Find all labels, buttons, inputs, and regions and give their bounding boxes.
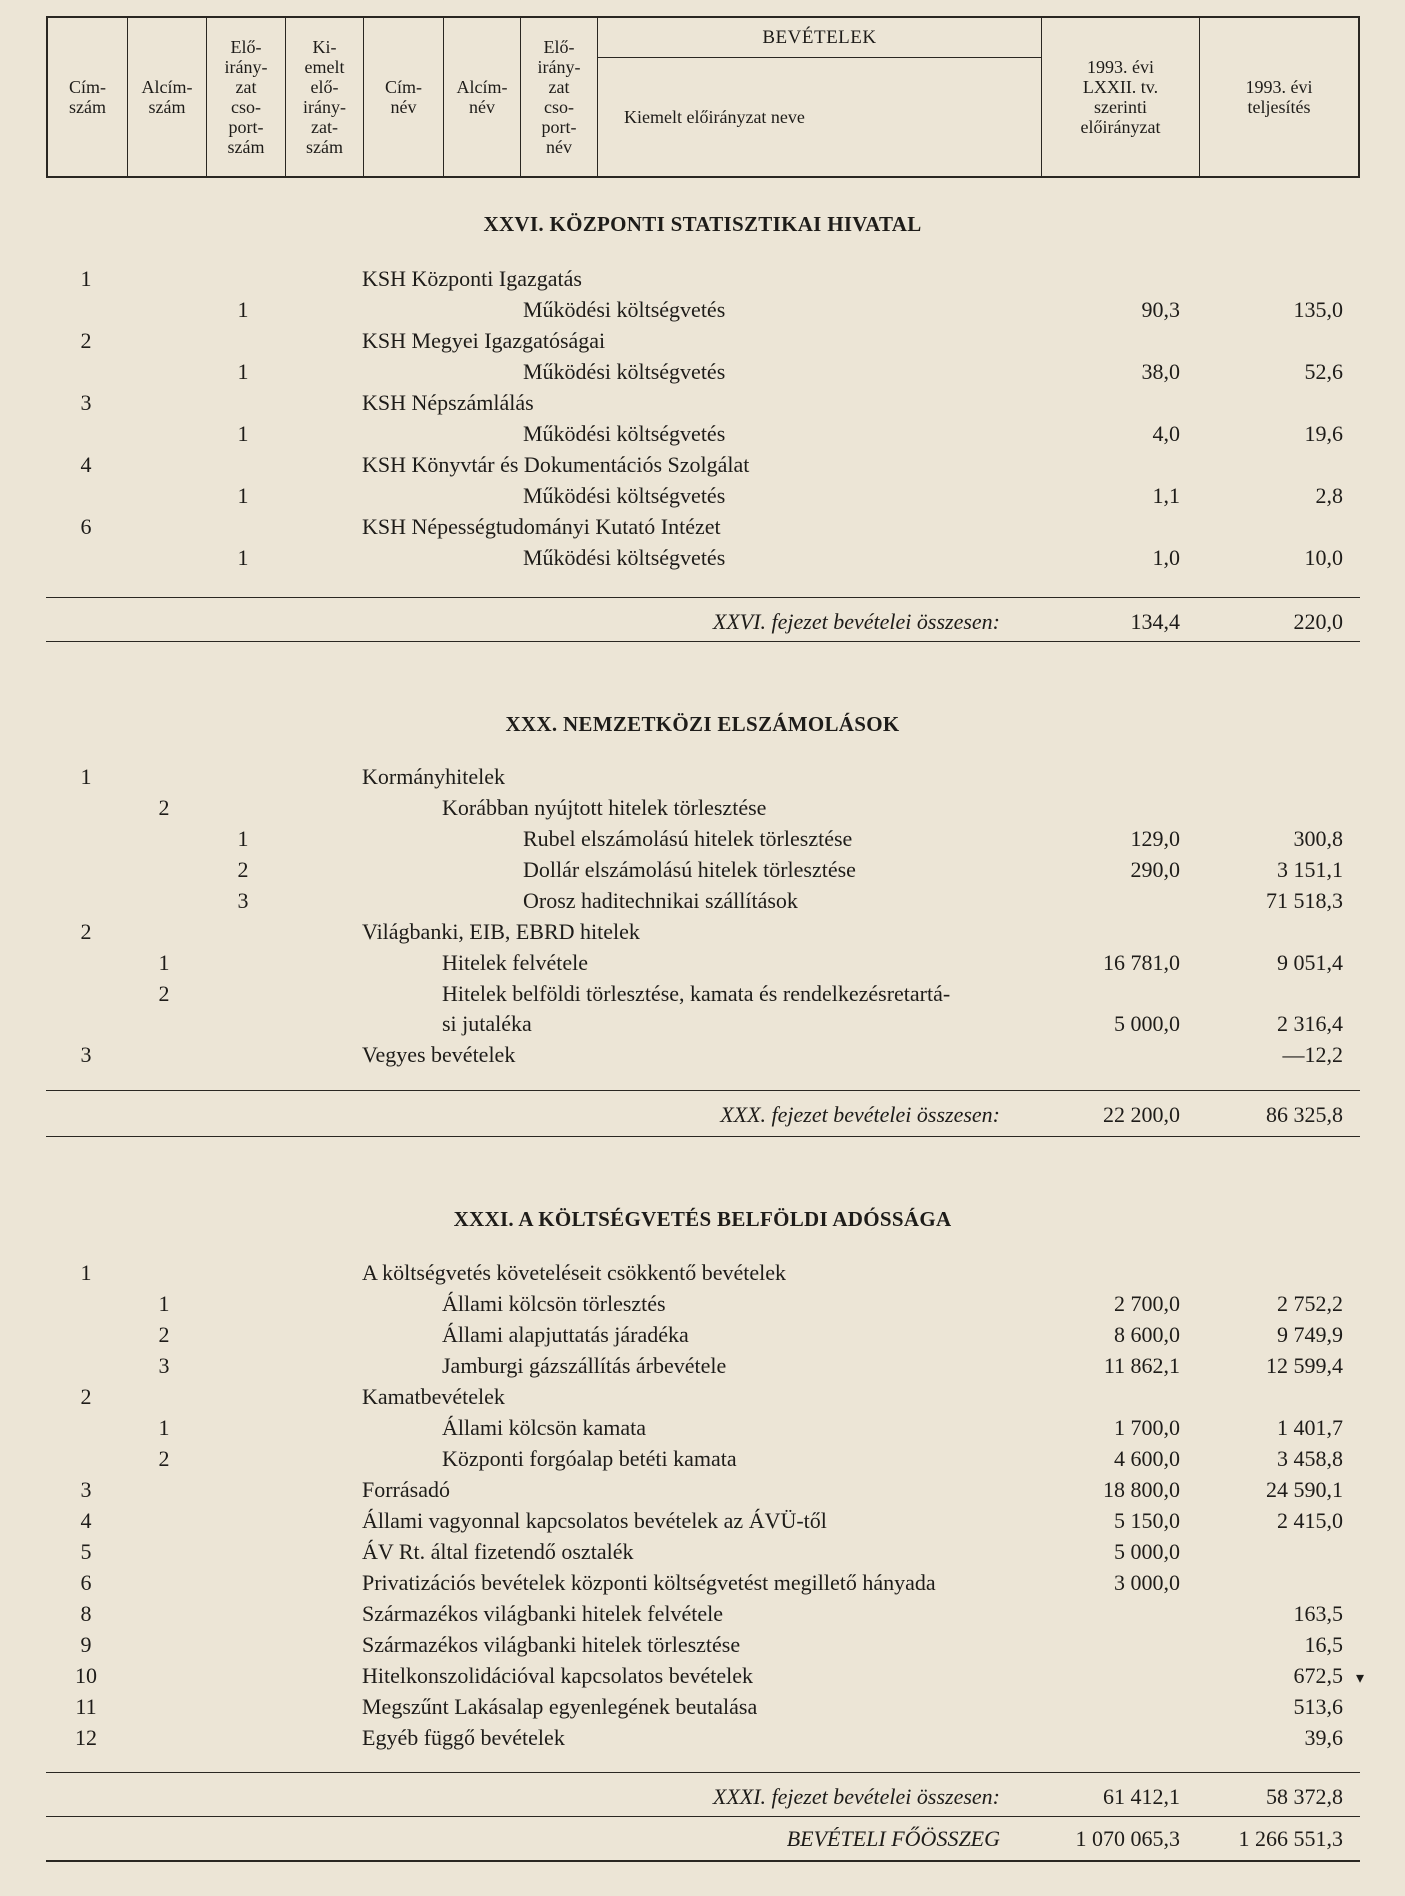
row-name: Állami vagyonnal kapcsolatos bevételek az ÁVÜ-től — [362, 1508, 827, 1533]
row-name: KSH Megyei Igazgatóságai — [362, 328, 606, 353]
table-header — [46, 16, 1360, 178]
table-row — [0, 1723, 1405, 1753]
value-eloiranyzat: 8 600,0 — [1114, 1322, 1180, 1347]
alcim-number: 2 — [158, 981, 170, 1006]
value-teljesites: 9 051,4 — [1277, 950, 1343, 975]
table-row — [0, 1661, 1405, 1691]
table-row — [0, 1692, 1405, 1722]
alcim-number: 3 — [158, 1353, 170, 1378]
table-row — [0, 886, 1405, 916]
value-teljesites: 9 749,9 — [1277, 1322, 1343, 1347]
row-name: KSH Népszámlálás — [362, 390, 534, 415]
table-row — [0, 388, 1405, 418]
row-name: KSH Központi Igazgatás — [362, 266, 582, 291]
row-name: Egyéb függő bevételek — [362, 1725, 565, 1750]
row-name: Hitelek felvétele — [442, 950, 588, 975]
table-row — [0, 481, 1405, 511]
row-name: KSH Népességtudományi Kutató Intézet — [362, 514, 721, 539]
table-row — [0, 1351, 1405, 1381]
total-teljesites: 220,0 — [1293, 609, 1343, 634]
section-total-row — [0, 1100, 1405, 1130]
value-teljesites: 163,5 — [1293, 1601, 1343, 1626]
value-teljesites: 300,8 — [1293, 826, 1343, 851]
value-eloiranyzat: 16 781,0 — [1103, 950, 1180, 975]
value-eloiranyzat: 1 700,0 — [1114, 1415, 1180, 1440]
total-teljesites: 58 372,8 — [1266, 1784, 1343, 1809]
table-row — [0, 1537, 1405, 1567]
row-name: Korábban nyújtott hitelek törlesztése — [442, 795, 767, 820]
value-teljesites: 672,5 — [1293, 1663, 1343, 1688]
total-label: XXVI. fejezet bevételei összesen: — [712, 609, 1000, 634]
value-eloiranyzat: 18 800,0 — [1103, 1477, 1180, 1502]
grand-total-teljesites: 1 266 551,3 — [1238, 1826, 1343, 1851]
cim-number: 3 — [80, 1042, 92, 1067]
row-name: A költségvetés követeléseit csökkentő bevételek — [362, 1260, 786, 1285]
value-teljesites: 12 599,4 — [1266, 1353, 1343, 1378]
header-eloiranyzat-1993: 1993. évi LXXII. tv. szerinti előirányzat — [1042, 18, 1200, 176]
table-row — [0, 1382, 1405, 1412]
divider — [46, 1860, 1360, 1862]
row-name: Állami kölcsön kamata — [442, 1415, 647, 1440]
cim-number: 1 — [80, 764, 92, 789]
alcim-number: 1 — [158, 1415, 170, 1440]
row-name: ÁV Rt. által fizetendő osztalék — [362, 1539, 634, 1564]
kiemelt-number: 1 — [237, 421, 249, 446]
row-name: Működési költségvetés — [523, 359, 726, 384]
value-eloiranyzat: 11 862,1 — [1103, 1353, 1180, 1378]
table-row — [0, 1475, 1405, 1505]
arrow-mark-icon: ▾ — [1356, 1670, 1365, 1687]
header-bevetelek: BEVÉTELEK — [598, 18, 1042, 58]
divider — [46, 641, 1360, 642]
cim-number: 6 — [80, 1570, 92, 1595]
row-name: Privatizációs bevételek központi költségvetést megillető hányada — [362, 1570, 936, 1595]
value-teljesites: 2 752,2 — [1277, 1291, 1343, 1316]
table-row — [0, 1289, 1405, 1319]
cim-number: 8 — [80, 1601, 92, 1626]
section-title: XXXI. A KÖLTSÉGVETÉS BELFÖLDI ADÓSSÁGA — [453, 1207, 952, 1231]
row-name: Működési költségvetés — [523, 483, 726, 508]
row-name: Állami alapjuttatás járadéka — [442, 1322, 689, 1347]
value-eloiranyzat: 5 000,0 — [1114, 1011, 1180, 1036]
value-teljesites: 2 415,0 — [1277, 1508, 1343, 1533]
row-name: Jamburgi gázszállítás árbevétele — [442, 1353, 727, 1378]
cim-number: 4 — [80, 452, 92, 477]
value-teljesites: 513,6 — [1293, 1694, 1343, 1719]
value-teljesites: 24 590,1 — [1266, 1477, 1343, 1502]
kiemelt-number: 1 — [237, 297, 249, 322]
total-eloiranyzat: 61 412,1 — [1103, 1784, 1180, 1809]
value-eloiranyzat: 3 000,0 — [1114, 1570, 1180, 1595]
kiemelt-number: 3 — [237, 888, 249, 913]
total-eloiranyzat: 22 200,0 — [1103, 1102, 1180, 1127]
row-name: Megszűnt Lakásalap egyenlegének beutalása — [362, 1694, 758, 1719]
value-eloiranyzat: 129,0 — [1130, 826, 1180, 851]
value-eloiranyzat: 5 150,0 — [1114, 1508, 1180, 1533]
section-title: XXVI. KÖZPONTI STATISZTIKAI HIVATAL — [483, 212, 922, 236]
value-eloiranyzat: 4,0 — [1152, 421, 1180, 446]
value-teljesites: 16,5 — [1304, 1632, 1343, 1657]
value-eloiranyzat: 290,0 — [1130, 857, 1180, 882]
cim-number: 12 — [75, 1725, 97, 1750]
cim-number: 1 — [80, 266, 92, 291]
cim-number: 10 — [75, 1663, 97, 1688]
table-row — [0, 824, 1405, 854]
cim-number: 2 — [80, 1384, 92, 1409]
kiemelt-number: 1 — [237, 545, 249, 570]
row-name: Dollár elszámolású hitelek törlesztése — [523, 857, 856, 882]
value-teljesites: 1 401,7 — [1277, 1415, 1343, 1440]
table-row — [0, 450, 1405, 480]
row-name: Állami kölcsön törlesztés — [442, 1291, 666, 1316]
header-alcimnev: Alcím- név — [444, 18, 521, 176]
header-cimszam: Cím- szám — [48, 18, 128, 176]
row-name: Hitelek belföldi törlesztése, kamata és rendelkezésretartá- si jutaléka — [442, 981, 951, 1036]
table-row — [0, 1040, 1405, 1070]
kiemelt-number: 2 — [237, 857, 249, 882]
value-teljesites: 3 151,1 — [1277, 857, 1343, 882]
header-eloiranyzat-csoportnev: Elő- irány- zat cso- port- név — [521, 18, 598, 176]
row-name: KSH Könyvtár és Dokumentációs Szolgálat — [362, 452, 750, 477]
table-row — [0, 1258, 1405, 1288]
divider — [46, 1772, 1360, 1773]
kiemelt-number: 1 — [237, 359, 249, 384]
value-eloiranyzat: 1,0 — [1152, 545, 1180, 570]
section-total-row — [0, 1782, 1405, 1812]
value-eloiranyzat: 4 600,0 — [1114, 1446, 1180, 1471]
alcim-number: 2 — [158, 795, 170, 820]
value-eloiranyzat: 90,3 — [1141, 297, 1180, 322]
value-teljesites: 3 458,8 — [1277, 1446, 1343, 1471]
grand-total-row — [0, 1824, 1405, 1854]
row-name: Világbanki, EIB, EBRD hitelek — [362, 919, 640, 944]
table-row — [0, 1599, 1405, 1629]
alcim-number: 2 — [158, 1446, 170, 1471]
table-row — [0, 793, 1405, 823]
header-kiemelt-eloiranyzat-neve: Kiemelt előirányzat neve — [598, 58, 1042, 176]
header-eloiranyzat-csoportszam: Elő- irány- zat cso- port- szám — [207, 18, 286, 176]
cim-number: 2 — [80, 919, 92, 944]
grand-total-label: BEVÉTELI FŐÖSSZEG — [786, 1826, 1000, 1851]
value-teljesites: 2 316,4 — [1277, 1011, 1343, 1036]
kiemelt-number: 1 — [237, 483, 249, 508]
row-name: Működési költségvetés — [523, 545, 726, 570]
alcim-number: 1 — [158, 950, 170, 975]
total-eloiranyzat: 134,4 — [1130, 609, 1180, 634]
grand-total-eloiranyzat: 1 070 065,3 — [1075, 1826, 1180, 1851]
cim-number: 3 — [80, 390, 92, 415]
table-row — [0, 1568, 1405, 1598]
table-row — [0, 419, 1405, 449]
value-teljesites: 10,0 — [1304, 545, 1343, 570]
row-name: Vegyes bevételek — [362, 1042, 516, 1067]
cim-number: 2 — [80, 328, 92, 353]
row-name: Működési költségvetés — [523, 297, 726, 322]
table-row — [0, 1506, 1405, 1536]
table-row — [0, 1444, 1405, 1474]
alcim-number: 1 — [158, 1291, 170, 1316]
row-name: Forrásadó — [362, 1477, 450, 1502]
header-teljesites-1993: 1993. évi teljesítés — [1245, 77, 1313, 117]
header-kiemelt-eloiranyzatszam: Ki- emelt elő- irány- zat- szám — [286, 18, 364, 176]
cim-number: 6 — [80, 514, 92, 539]
value-teljesites: 71 518,3 — [1266, 888, 1343, 913]
cim-number: 1 — [80, 1260, 92, 1285]
kiemelt-number: 1 — [237, 826, 249, 851]
header-cimnev: Cím- név — [364, 18, 444, 176]
cim-number: 5 — [80, 1539, 92, 1564]
table-row — [0, 917, 1405, 947]
table-row — [0, 979, 1405, 1039]
table-row — [0, 948, 1405, 978]
divider — [46, 1090, 1360, 1091]
table-row — [0, 1320, 1405, 1350]
table-row — [0, 855, 1405, 885]
value-eloiranyzat: 1,1 — [1152, 483, 1180, 508]
row-name: Rubel elszámolású hitelek törlesztése — [523, 826, 853, 851]
value-teljesites: —12,2 — [1282, 1042, 1343, 1067]
cim-number: 11 — [75, 1694, 97, 1719]
table-row — [0, 357, 1405, 387]
cim-number: 4 — [80, 1508, 92, 1533]
row-name: Hitelkonszolidációval kapcsolatos bevételek — [362, 1663, 753, 1688]
section-title: XXX. NEMZETKÖZI ELSZÁMOLÁSOK — [505, 712, 900, 736]
header-alcimszam: Alcím- szám — [128, 18, 207, 176]
total-label: XXXI. fejezet bevételei összesen: — [712, 1784, 1000, 1809]
divider — [46, 1136, 1360, 1137]
table-row — [0, 762, 1405, 792]
value-teljesites: 39,6 — [1304, 1725, 1343, 1750]
table-row — [0, 512, 1405, 542]
table-row — [0, 1413, 1405, 1443]
value-eloiranyzat: 38,0 — [1141, 359, 1180, 384]
table-row — [0, 295, 1405, 325]
value-eloiranyzat: 5 000,0 — [1114, 1539, 1180, 1564]
row-name: Származékos világbanki hitelek felvétele — [362, 1601, 724, 1626]
section-total-row — [0, 607, 1405, 637]
divider — [46, 1816, 1360, 1817]
alcim-number: 2 — [158, 1322, 170, 1347]
row-name: Származékos világbanki hitelek törlesztése — [362, 1632, 741, 1657]
row-name: Működési költségvetés — [523, 421, 726, 446]
row-name: Kamatbevételek — [362, 1384, 505, 1409]
row-name: Központi forgóalap betéti kamata — [442, 1446, 737, 1471]
total-label: XXX. fejezet bevételei összesen: — [720, 1102, 1000, 1127]
table-row — [0, 543, 1405, 573]
divider — [46, 597, 1360, 598]
value-teljesites: 135,0 — [1293, 297, 1343, 322]
table-row — [0, 264, 1405, 294]
value-eloiranyzat: 2 700,0 — [1114, 1291, 1180, 1316]
cim-number: 3 — [80, 1477, 92, 1502]
cim-number: 9 — [80, 1632, 92, 1657]
value-teljesites: 19,6 — [1304, 421, 1343, 446]
total-teljesites: 86 325,8 — [1266, 1102, 1343, 1127]
row-name: Kormányhitelek — [362, 764, 505, 789]
value-teljesites: 2,8 — [1315, 483, 1343, 508]
table-row — [0, 326, 1405, 356]
row-name: Orosz haditechnikai szállítások — [523, 888, 798, 913]
value-teljesites: 52,6 — [1304, 359, 1343, 384]
table-row — [0, 1630, 1405, 1660]
